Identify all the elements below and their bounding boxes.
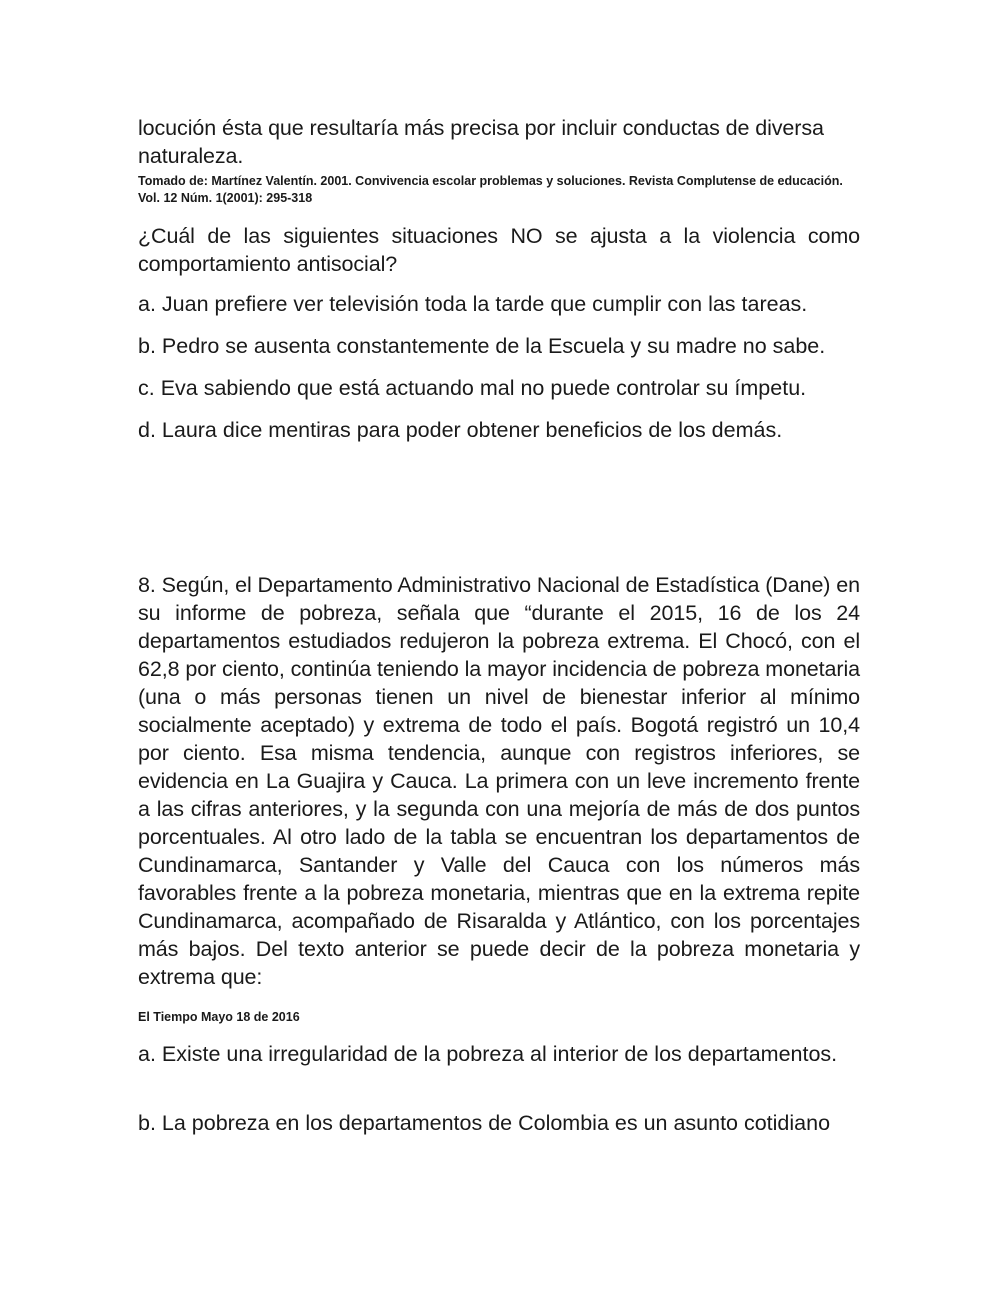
source-citation: Tomado de: Martínez Valentín. 2001. Convivencia escolar problemas y soluciones. Revista Complutense de educación. Vol. 12 Núm. 1(2001): 295-318	[138, 174, 843, 205]
question-8-option-b: b. La pobreza en los departamentos de Colombia es un asunto cotidiano	[138, 1111, 831, 1135]
question-8-option-a: a. Existe una irregularidad de la pobreza al interior de los departamentos.	[138, 1042, 838, 1066]
question-7-option-d: d. Laura dice mentiras para poder obtener beneficios de los demás.	[138, 418, 783, 442]
question-7-prompt: ¿Cuál de las siguientes situaciones NO se ajusta a la violencia como comportamiento antisocial?	[138, 224, 860, 276]
question-7-option-c: c. Eva sabiendo que está actuando mal no puede controlar su ímpetu.	[138, 376, 807, 400]
question-7-option-a: a. Juan prefiere ver televisión toda la tarde que cumplir con las tareas.	[138, 292, 808, 316]
question-8-source: El Tiempo Mayo 18 de 2016	[138, 1010, 300, 1024]
question-8-text: 8. Según, el Departamento Administrativo Nacional de Estadística (Dane) en su informe de pobreza, señala que “durante el 2015, 16 de los 24 departamentos estudiados redujeron la pobreza extrema. El Chocó, con el 62,8 por ciento, continúa teniendo la mayor incidencia de pobreza monetaria (una o más personas tienen un nivel de bienestar inferior al mínimo socialmente aceptado) y extrema de todo el país. Bogotá registró un 10,4 por ciento. Esa misma tendencia, aunque con registros inferiores, se evidencia en La Guajira y Cauca. La primera con un leve incremento frente a las cifras anteriores, y la segunda con una mejoría de más de dos puntos porcentuales. Al otro lado de la tabla se encuentran los departamentos de Cundinamarca, Santander y Valle del Cauca con los números más favorables frente a la pobreza monetaria, mientras que en la extrema repite Cundinamarca, acompañado de Risaralda y Atlántico, con los porcentajes más bajos. Del texto anterior se puede decir de la pobreza monetaria y extrema que:	[138, 573, 860, 989]
continuation-paragraph: locución ésta que resultaría más precisa por incluir conductas de diversa naturaleza.	[138, 116, 824, 168]
question-7-option-b: b. Pedro se ausenta constantemente de la Escuela y su madre no sabe.	[138, 334, 826, 358]
